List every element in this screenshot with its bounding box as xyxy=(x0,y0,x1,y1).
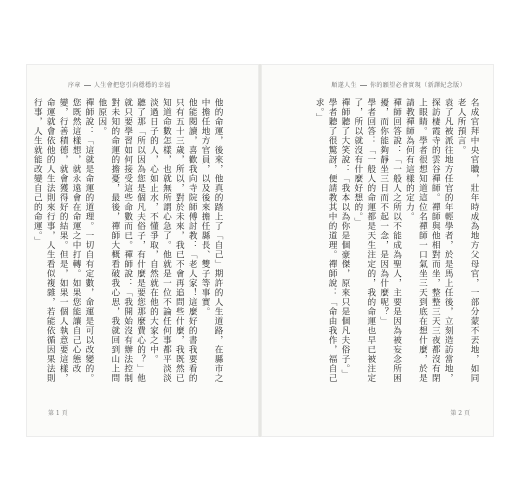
paragraph: 禪師聽了大笑說：「我本以為你是個豪傑，原來只是個凡夫俗子。」學者聽了很驚訝，便請教其中的道理。禪師說：「命由我作，福自己求。」 xyxy=(314,98,350,383)
paragraph: 學者回答：「一般人的命運都是天生注定的，我的命運也早已被注定了，所以就沒有什麼好想的。」 xyxy=(352,98,376,383)
paragraph: 聽了那「所以因為您是個凡夫俗子，有什麼是要您那麼費心的？」他就只要學習如何接受這些命數而已。禪師說：「我開始沒有辦法控制對未知的命運的擔憂，最後，禪師大概看破我心思，我就回到山上問他原因。 xyxy=(96,98,146,383)
chapter-label: 序章 xyxy=(68,82,81,89)
paragraph: 他能閱讀，喜歡我向寺院師傅討教：「老人家！這麼好的書我要看的只有五十三歲，所以，對於未來，我已不會再追問些什麼，我既然已知道命數怎樣，也就無所謂心急了。他就是一位不論任何事都平淡淡淡過日子的人，心如止水，不懂爭取，自然就在他的大家之中。 xyxy=(148,98,198,383)
paragraph: 禪師回答說：「一般人之所以不能成為聖人，主要是因為被妄念所困擾，而你能夠靜坐三日而不起一念，是因為什麼呢？」 xyxy=(378,98,402,383)
header-rule xyxy=(360,85,367,86)
left-body-text xyxy=(32,98,224,388)
left-page xyxy=(26,64,260,437)
book-subtitle: 你的願望必會實現（新譯紀念版） xyxy=(369,82,466,89)
running-header-left xyxy=(68,80,171,89)
running-header-right xyxy=(331,80,466,89)
header-rule xyxy=(84,85,91,86)
book-spread xyxy=(26,64,494,437)
chapter-title: 人生會把您引向穩穩的幸福 xyxy=(93,82,171,89)
right-page xyxy=(260,64,494,437)
paragraph: 名成官拜中央官職，壯年時成為地方父母官，一部分蒙不丟地，如同老人所預言。 xyxy=(456,98,479,383)
page-number-right: 第 2 頁 xyxy=(450,410,470,417)
paragraph: 他的命運，後來，他真的踏上了「自己」期許的人生道路，在縣市之中擔任地方官員，以及後來擔任縣長、雙子等事實。 xyxy=(200,98,223,383)
page-number-left: 第 1 頁 xyxy=(48,410,68,417)
paragraph: 袁了凡被派往地方任官的年輕學者，於是馬上任後，立刻造訪當地，探訪棲霞寺的雲谷禪師。禪師與他相對而坐，整整三天三夜都沒有閉上眼睛。學者很想知道這位名禪師一口氣坐三天到底在想什麼，於是請教禪師為何有這樣的定力。 xyxy=(404,98,454,383)
paragraph: 禪師說：「這就是命運的道理。一切自有定數，命運是可以改變的。您既然這樣想，就永遠會在命運之中打轉。如果您能讓自己心態改變，行善積德，就會獲得好的結果。但是，如果一個人執意要這樣，命運就會依他的人生法則來行事，人生看似複雜，若能依循因果法則行事，人生就能改變自己的命運。」 xyxy=(32,98,94,383)
right-body-text xyxy=(290,98,480,388)
book-title: 順遂人生 xyxy=(331,82,357,89)
